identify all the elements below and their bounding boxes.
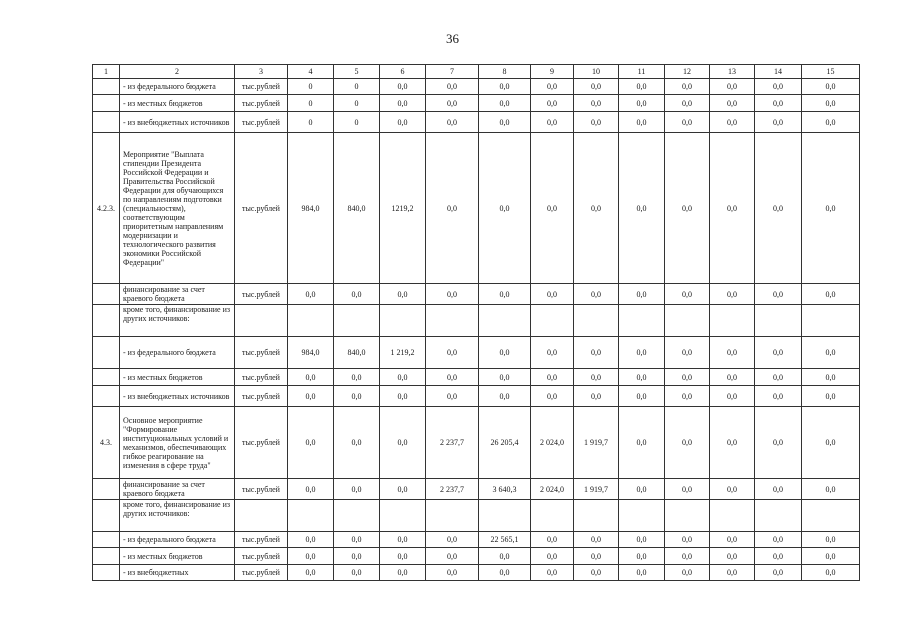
value-cell: 0,0 xyxy=(665,479,710,500)
value-cell: 0,0 xyxy=(665,532,710,548)
value-cell: 1219,2 xyxy=(380,133,426,284)
empty-cell xyxy=(574,305,619,337)
value-cell: 0,0 xyxy=(531,79,574,95)
value-cell: 0,0 xyxy=(288,565,334,581)
value-cell: 0,0 xyxy=(755,479,802,500)
value-cell: 0,0 xyxy=(619,112,665,133)
value-cell: 0,0 xyxy=(665,548,710,565)
row-code-cell xyxy=(93,565,120,581)
row-description-cell: - из внебюджетных источников xyxy=(120,112,235,133)
value-cell: 0,0 xyxy=(288,284,334,305)
table-row xyxy=(93,284,860,305)
value-cell: 0,0 xyxy=(710,337,755,369)
unit-cell: тыс.рублей xyxy=(235,565,288,581)
value-cell: 984,0 xyxy=(288,337,334,369)
value-cell: 0,0 xyxy=(380,79,426,95)
value-cell: 0,0 xyxy=(710,133,755,284)
empty-cell xyxy=(755,305,802,337)
row-code-cell xyxy=(93,386,120,407)
value-cell: 0,0 xyxy=(619,284,665,305)
value-cell: 0,0 xyxy=(665,112,710,133)
unit-cell: тыс.рублей xyxy=(235,133,288,284)
row-code-cell xyxy=(93,369,120,386)
value-cell: 0,0 xyxy=(619,369,665,386)
value-cell: 0,0 xyxy=(426,369,479,386)
value-cell: 0,0 xyxy=(531,95,574,112)
value-cell: 0,0 xyxy=(380,112,426,133)
value-cell: 0,0 xyxy=(665,369,710,386)
column-header: 12 xyxy=(665,65,710,79)
value-cell: 2 237,7 xyxy=(426,407,479,479)
value-cell: 0,0 xyxy=(710,284,755,305)
value-cell: 0,0 xyxy=(802,79,860,95)
budget-table xyxy=(92,64,860,581)
value-cell: 0,0 xyxy=(574,532,619,548)
value-cell: 0,0 xyxy=(531,112,574,133)
empty-cell xyxy=(531,500,574,532)
value-cell: 0,0 xyxy=(288,532,334,548)
value-cell: 0,0 xyxy=(802,112,860,133)
value-cell: 0,0 xyxy=(710,407,755,479)
value-cell: 0 xyxy=(334,112,380,133)
row-description-cell: Мероприятие "Выплата стипендии Президента Российской Федерации и Правительства Российской Федерации для обучающихся по направлениям подготовки (специальностям), соответствующим приоритетным направлениям модернизации и технологического развития экономики Российской Федерации" xyxy=(120,133,235,284)
row-description-cell: кроме того, финансирование из других источников: xyxy=(120,500,235,532)
value-cell: 0,0 xyxy=(479,79,531,95)
value-cell: 3 640,3 xyxy=(479,479,531,500)
value-cell: 0,0 xyxy=(619,548,665,565)
value-cell: 0,0 xyxy=(479,284,531,305)
value-cell: 0,0 xyxy=(755,532,802,548)
row-description-cell: - из местных бюджетов xyxy=(120,369,235,386)
empty-cell xyxy=(288,305,334,337)
row-description-cell: - из местных бюджетов xyxy=(120,548,235,565)
value-cell: 0,0 xyxy=(619,565,665,581)
unit-cell: тыс.рублей xyxy=(235,407,288,479)
value-cell: 0,0 xyxy=(426,532,479,548)
column-header: 3 xyxy=(235,65,288,79)
empty-cell xyxy=(665,500,710,532)
row-code-cell xyxy=(93,337,120,369)
value-cell: 0,0 xyxy=(426,284,479,305)
column-header: 7 xyxy=(426,65,479,79)
row-description-cell: кроме того, финансирование из других источников: xyxy=(120,305,235,337)
note-row xyxy=(93,500,860,532)
value-cell: 0,0 xyxy=(755,133,802,284)
row-code-cell: 4.2.3. xyxy=(93,133,120,284)
unit-cell: тыс.рублей xyxy=(235,386,288,407)
column-header: 4 xyxy=(288,65,334,79)
unit-cell: тыс.рублей xyxy=(235,337,288,369)
value-cell: 0,0 xyxy=(380,386,426,407)
value-cell: 0 xyxy=(288,79,334,95)
row-code-cell: 4.3. xyxy=(93,407,120,479)
value-cell: 0,0 xyxy=(288,369,334,386)
value-cell: 0,0 xyxy=(531,284,574,305)
column-header: 8 xyxy=(479,65,531,79)
value-cell: 0,0 xyxy=(710,565,755,581)
value-cell: 0,0 xyxy=(710,479,755,500)
value-cell: 0,0 xyxy=(334,284,380,305)
table-row xyxy=(93,407,860,479)
value-cell: 0,0 xyxy=(755,112,802,133)
row-description-cell: - из внебюджетных xyxy=(120,565,235,581)
value-cell: 0,0 xyxy=(710,548,755,565)
value-cell: 0,0 xyxy=(665,79,710,95)
row-description-cell: - из внебюджетных источников xyxy=(120,386,235,407)
value-cell: 0,0 xyxy=(802,369,860,386)
row-description-cell: - из федерального бюджета xyxy=(120,337,235,369)
empty-cell xyxy=(710,305,755,337)
value-cell: 0,0 xyxy=(574,95,619,112)
value-cell: 0,0 xyxy=(710,95,755,112)
value-cell: 0,0 xyxy=(619,479,665,500)
value-cell: 0,0 xyxy=(802,407,860,479)
note-row xyxy=(93,305,860,337)
row-description-cell: финансирование за счет краевого бюджета xyxy=(120,284,235,305)
empty-cell xyxy=(288,500,334,532)
value-cell: 0,0 xyxy=(426,79,479,95)
value-cell: 2 237,7 xyxy=(426,479,479,500)
value-cell: 0,0 xyxy=(479,133,531,284)
value-cell: 0,0 xyxy=(334,479,380,500)
value-cell: 2 024,0 xyxy=(531,407,574,479)
value-cell: 26 205,4 xyxy=(479,407,531,479)
row-code-cell xyxy=(93,479,120,500)
value-cell: 0,0 xyxy=(426,337,479,369)
value-cell: 0,0 xyxy=(574,386,619,407)
value-cell: 0,0 xyxy=(802,548,860,565)
value-cell: 0,0 xyxy=(665,284,710,305)
value-cell: 840,0 xyxy=(334,133,380,284)
unit-cell: тыс.рублей xyxy=(235,95,288,112)
value-cell: 22 565,1 xyxy=(479,532,531,548)
row-code-cell xyxy=(93,548,120,565)
row-description-cell: Основное мероприятие "Формирование институциональных условий и механизмов, обеспечивающих гибкое реагирование на изменения в сфере труда" xyxy=(120,407,235,479)
value-cell: 0,0 xyxy=(665,386,710,407)
value-cell: 0,0 xyxy=(479,386,531,407)
value-cell: 0,0 xyxy=(755,386,802,407)
column-header: 13 xyxy=(710,65,755,79)
table-row xyxy=(93,95,860,112)
value-cell: 0,0 xyxy=(574,565,619,581)
empty-cell xyxy=(479,305,531,337)
value-cell: 0,0 xyxy=(574,369,619,386)
empty-cell xyxy=(619,500,665,532)
value-cell: 0,0 xyxy=(619,133,665,284)
empty-cell xyxy=(426,500,479,532)
empty-cell xyxy=(619,305,665,337)
value-cell: 0,0 xyxy=(334,565,380,581)
column-header: 2 xyxy=(120,65,235,79)
value-cell: 0,0 xyxy=(479,548,531,565)
value-cell: 0,0 xyxy=(380,407,426,479)
value-cell: 0,0 xyxy=(619,407,665,479)
value-cell: 0,0 xyxy=(531,565,574,581)
value-cell: 0,0 xyxy=(619,95,665,112)
value-cell: 0,0 xyxy=(531,532,574,548)
empty-cell xyxy=(235,305,288,337)
column-header: 6 xyxy=(380,65,426,79)
table-row xyxy=(93,133,860,284)
unit-cell: тыс.рублей xyxy=(235,548,288,565)
value-cell: 0,0 xyxy=(755,337,802,369)
unit-cell: тыс.рублей xyxy=(235,479,288,500)
value-cell: 0,0 xyxy=(574,133,619,284)
value-cell: 0,0 xyxy=(531,369,574,386)
value-cell: 0,0 xyxy=(802,565,860,581)
row-code-cell xyxy=(93,532,120,548)
value-cell: 0,0 xyxy=(288,479,334,500)
value-cell: 984,0 xyxy=(288,133,334,284)
value-cell: 0,0 xyxy=(619,79,665,95)
value-cell: 0,0 xyxy=(755,548,802,565)
unit-cell: тыс.рублей xyxy=(235,284,288,305)
empty-cell xyxy=(334,500,380,532)
empty-cell xyxy=(755,500,802,532)
empty-cell xyxy=(380,500,426,532)
column-header: 15 xyxy=(802,65,860,79)
row-code-cell xyxy=(93,284,120,305)
value-cell: 0,0 xyxy=(288,386,334,407)
table-row xyxy=(93,112,860,133)
value-cell: 840,0 xyxy=(334,337,380,369)
value-cell: 0,0 xyxy=(802,479,860,500)
table-row xyxy=(93,548,860,565)
value-cell: 0 xyxy=(334,79,380,95)
value-cell: 0,0 xyxy=(755,565,802,581)
row-code-cell xyxy=(93,305,120,337)
unit-cell: тыс.рублей xyxy=(235,532,288,548)
value-cell: 0,0 xyxy=(619,337,665,369)
column-header: 1 xyxy=(93,65,120,79)
column-header: 11 xyxy=(619,65,665,79)
value-cell: 0,0 xyxy=(665,133,710,284)
value-cell: 0,0 xyxy=(755,407,802,479)
unit-cell: тыс.рублей xyxy=(235,112,288,133)
value-cell: 0,0 xyxy=(710,79,755,95)
value-cell: 0,0 xyxy=(479,369,531,386)
row-description-cell: - из федерального бюджета xyxy=(120,532,235,548)
value-cell: 0,0 xyxy=(665,95,710,112)
table-row xyxy=(93,369,860,386)
empty-cell xyxy=(802,500,860,532)
value-cell: 0,0 xyxy=(574,548,619,565)
empty-cell xyxy=(665,305,710,337)
row-description-cell: - из федерального бюджета xyxy=(120,79,235,95)
value-cell: 0,0 xyxy=(574,79,619,95)
unit-cell: тыс.рублей xyxy=(235,79,288,95)
value-cell: 0,0 xyxy=(531,386,574,407)
column-header: 5 xyxy=(334,65,380,79)
value-cell: 0,0 xyxy=(531,133,574,284)
value-cell: 0,0 xyxy=(479,337,531,369)
column-header: 9 xyxy=(531,65,574,79)
value-cell: 0 xyxy=(288,112,334,133)
value-cell: 0,0 xyxy=(710,369,755,386)
value-cell: 0,0 xyxy=(479,95,531,112)
row-description-cell: финансирование за счет краевого бюджета xyxy=(120,479,235,500)
value-cell: 0,0 xyxy=(479,112,531,133)
value-cell: 1 919,7 xyxy=(574,479,619,500)
table-row xyxy=(93,337,860,369)
value-cell: 0 xyxy=(288,95,334,112)
value-cell: 0,0 xyxy=(479,565,531,581)
value-cell: 0 xyxy=(334,95,380,112)
value-cell: 0,0 xyxy=(334,407,380,479)
value-cell: 0,0 xyxy=(380,369,426,386)
value-cell: 0,0 xyxy=(380,532,426,548)
value-cell: 0,0 xyxy=(665,337,710,369)
value-cell: 0,0 xyxy=(802,337,860,369)
value-cell: 0,0 xyxy=(288,548,334,565)
value-cell: 0,0 xyxy=(531,337,574,369)
row-code-cell xyxy=(93,79,120,95)
table-row xyxy=(93,386,860,407)
value-cell: 0,0 xyxy=(426,386,479,407)
row-code-cell xyxy=(93,112,120,133)
empty-cell xyxy=(479,500,531,532)
row-description-cell: - из местных бюджетов xyxy=(120,95,235,112)
value-cell: 0,0 xyxy=(334,369,380,386)
empty-cell xyxy=(235,500,288,532)
value-cell: 0,0 xyxy=(574,337,619,369)
value-cell: 0,0 xyxy=(802,386,860,407)
empty-cell xyxy=(380,305,426,337)
empty-cell xyxy=(531,305,574,337)
value-cell: 0,0 xyxy=(802,284,860,305)
value-cell: 0,0 xyxy=(574,112,619,133)
table-row xyxy=(93,565,860,581)
value-cell: 0,0 xyxy=(755,369,802,386)
value-cell: 0,0 xyxy=(426,133,479,284)
value-cell: 1 219,2 xyxy=(380,337,426,369)
table-body xyxy=(93,65,860,581)
value-cell: 0,0 xyxy=(710,386,755,407)
value-cell: 0,0 xyxy=(380,479,426,500)
value-cell: 0,0 xyxy=(802,95,860,112)
table-row xyxy=(93,532,860,548)
value-cell: 0,0 xyxy=(665,565,710,581)
value-cell: 0,0 xyxy=(802,133,860,284)
value-cell: 0,0 xyxy=(710,532,755,548)
value-cell: 0,0 xyxy=(710,112,755,133)
empty-cell xyxy=(802,305,860,337)
value-cell: 0,0 xyxy=(288,407,334,479)
page-number: 36 xyxy=(446,31,459,46)
empty-cell xyxy=(426,305,479,337)
value-cell: 0,0 xyxy=(802,532,860,548)
value-cell: 0,0 xyxy=(380,95,426,112)
value-cell: 0,0 xyxy=(380,548,426,565)
value-cell: 0,0 xyxy=(426,565,479,581)
value-cell: 0,0 xyxy=(574,284,619,305)
value-cell: 0,0 xyxy=(380,565,426,581)
unit-cell: тыс.рублей xyxy=(235,369,288,386)
empty-cell xyxy=(334,305,380,337)
value-cell: 0,0 xyxy=(334,532,380,548)
row-code-cell xyxy=(93,500,120,532)
table-row xyxy=(93,479,860,500)
value-cell: 0,0 xyxy=(755,284,802,305)
value-cell: 0,0 xyxy=(619,386,665,407)
value-cell: 0,0 xyxy=(665,407,710,479)
value-cell: 1 919,7 xyxy=(574,407,619,479)
row-code-cell xyxy=(93,95,120,112)
value-cell: 0,0 xyxy=(426,95,479,112)
value-cell: 0,0 xyxy=(426,548,479,565)
value-cell: 0,0 xyxy=(755,95,802,112)
empty-cell xyxy=(574,500,619,532)
value-cell: 0,0 xyxy=(426,112,479,133)
value-cell: 0,0 xyxy=(531,548,574,565)
value-cell: 0,0 xyxy=(334,548,380,565)
value-cell: 0,0 xyxy=(380,284,426,305)
table-row xyxy=(93,79,860,95)
column-header: 10 xyxy=(574,65,619,79)
value-cell: 0,0 xyxy=(619,532,665,548)
value-cell: 0,0 xyxy=(755,79,802,95)
column-header: 14 xyxy=(755,65,802,79)
column-number-row xyxy=(93,65,860,79)
empty-cell xyxy=(710,500,755,532)
value-cell: 0,0 xyxy=(334,386,380,407)
value-cell: 2 024,0 xyxy=(531,479,574,500)
